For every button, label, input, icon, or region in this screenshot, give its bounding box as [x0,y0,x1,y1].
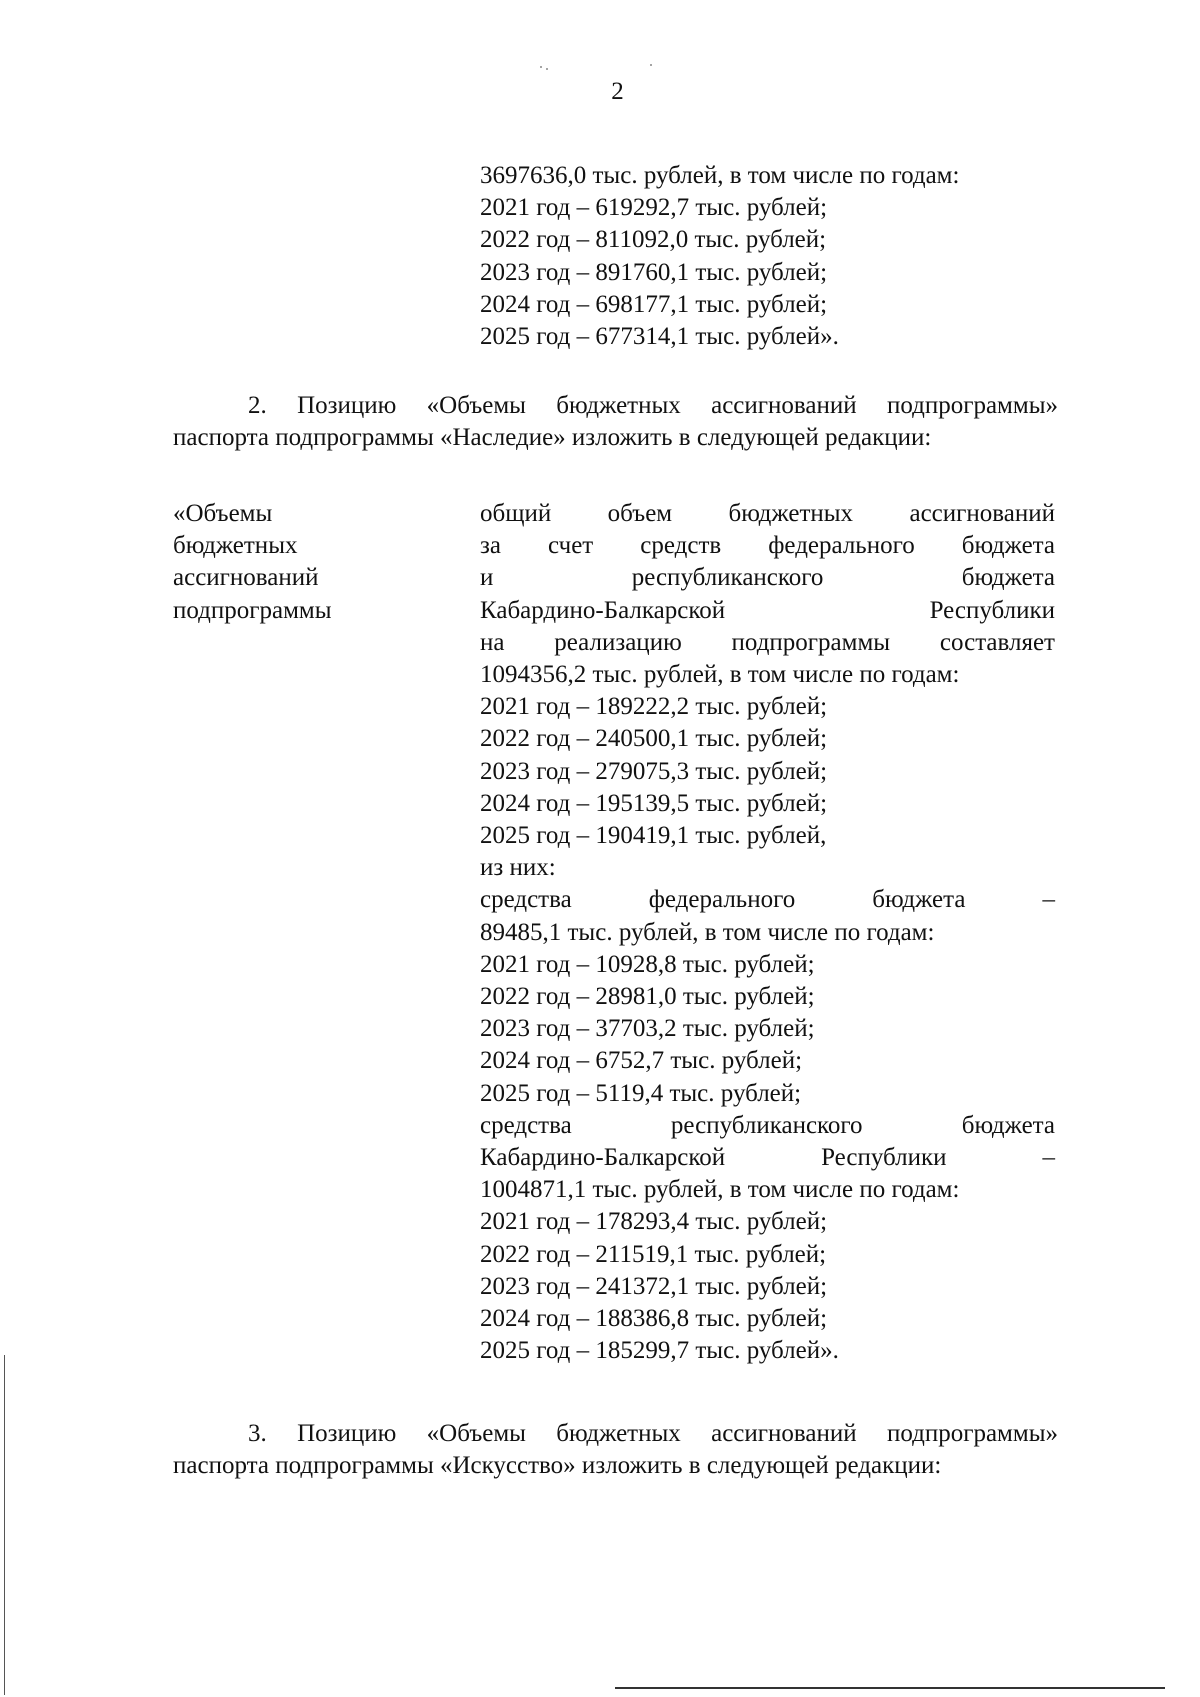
position-label [173,498,332,627]
value-line: из них: [480,854,556,882]
value-line: за счет средств федерального бюджета [480,532,1055,560]
paragraph-line: паспорта подпрограммы «Наследие» изложить в следующей редакции: [173,424,932,452]
value-line: 2024 год – 195139,5 тыс. рублей; [480,789,828,817]
footer-rule [615,1687,1165,1689]
value-line: 1004871,1 тыс. рублей, в том числе по годам: [480,1176,960,1204]
label-line: подпрограммы [173,596,332,624]
text-line: 3697636,0 тыс. рублей, в том числе по годам: [480,162,960,189]
value-line: Кабардино-Балкарской Республики – [480,1144,1055,1172]
previous-position-tail [480,160,959,353]
paragraph-3 [173,1418,1058,1482]
value-line: и республиканского бюджета [480,564,1055,592]
paragraph-2 [173,390,1058,454]
text-line: 2022 год – 811092,0 тыс. рублей; [480,226,827,254]
text-line: 2024 год – 698177,1 тыс. рублей; [480,290,828,318]
value-line: средства республиканского бюджета [480,1111,1055,1139]
value-line: 2024 год – 188386,8 тыс. рублей; [480,1305,828,1333]
label-line: бюджетных [173,532,298,560]
value-line: на реализацию подпрограммы составляет [480,628,1055,656]
text-line: 2023 год – 891760,1 тыс. рублей; [480,258,828,286]
value-line: средства федерального бюджета – [480,886,1055,914]
label-line: ассигнований [173,564,319,592]
value-line: 2025 год – 5119,4 тыс. рублей; [480,1079,802,1107]
value-line: 2021 год – 189222,2 тыс. рублей; [480,693,828,721]
value-line: 2022 год – 211519,1 тыс. рублей; [480,1240,827,1268]
value-line: 2021 год – 10928,8 тыс. рублей; [480,950,815,978]
value-line: 2021 год – 178293,4 тыс. рублей; [480,1208,828,1236]
value-line: 2025 год – 190419,1 тыс. рублей, [480,822,827,850]
page-number: 2 [611,78,624,105]
value-line: 1094356,2 тыс. рублей, в том числе по годам: [480,661,960,689]
scan-specks [540,62,660,72]
value-line: 2023 год – 37703,2 тыс. рублей; [480,1015,815,1043]
value-line: 89485,1 тыс. рублей, в том числе по годам: [480,918,935,946]
text-line: 2025 год – 677314,1 тыс. рублей». [480,323,839,351]
value-line: 2024 год – 6752,7 тыс. рублей; [480,1047,803,1075]
paragraph-line: 3. Позицию «Объемы бюджетных ассигнований подпрограммы» [248,1420,1058,1447]
paragraph-line: 2. Позицию «Объемы бюджетных ассигнований подпрограммы» [248,392,1058,419]
scan-margin-line [4,1355,5,1695]
text-line: 2021 год – 619292,7 тыс. рублей; [480,194,828,222]
paragraph-line: паспорта подпрограммы «Искусство» изложить в следующей редакции: [173,1452,942,1480]
value-line: 2023 год – 241372,1 тыс. рублей; [480,1272,828,1300]
value-line: общий объем бюджетных ассигнований [480,500,1055,527]
position-value [480,498,1055,1367]
value-line: 2023 год – 279075,3 тыс. рублей; [480,757,828,785]
value-line: 2022 год – 240500,1 тыс. рублей; [480,725,828,753]
value-line: 2025 год – 185299,7 тыс. рублей». [480,1337,839,1365]
label-line: «Объемы [173,500,273,527]
value-line: Кабардино-Балкарской Республики [480,596,1055,624]
value-line: 2022 год – 28981,0 тыс. рублей; [480,983,815,1011]
